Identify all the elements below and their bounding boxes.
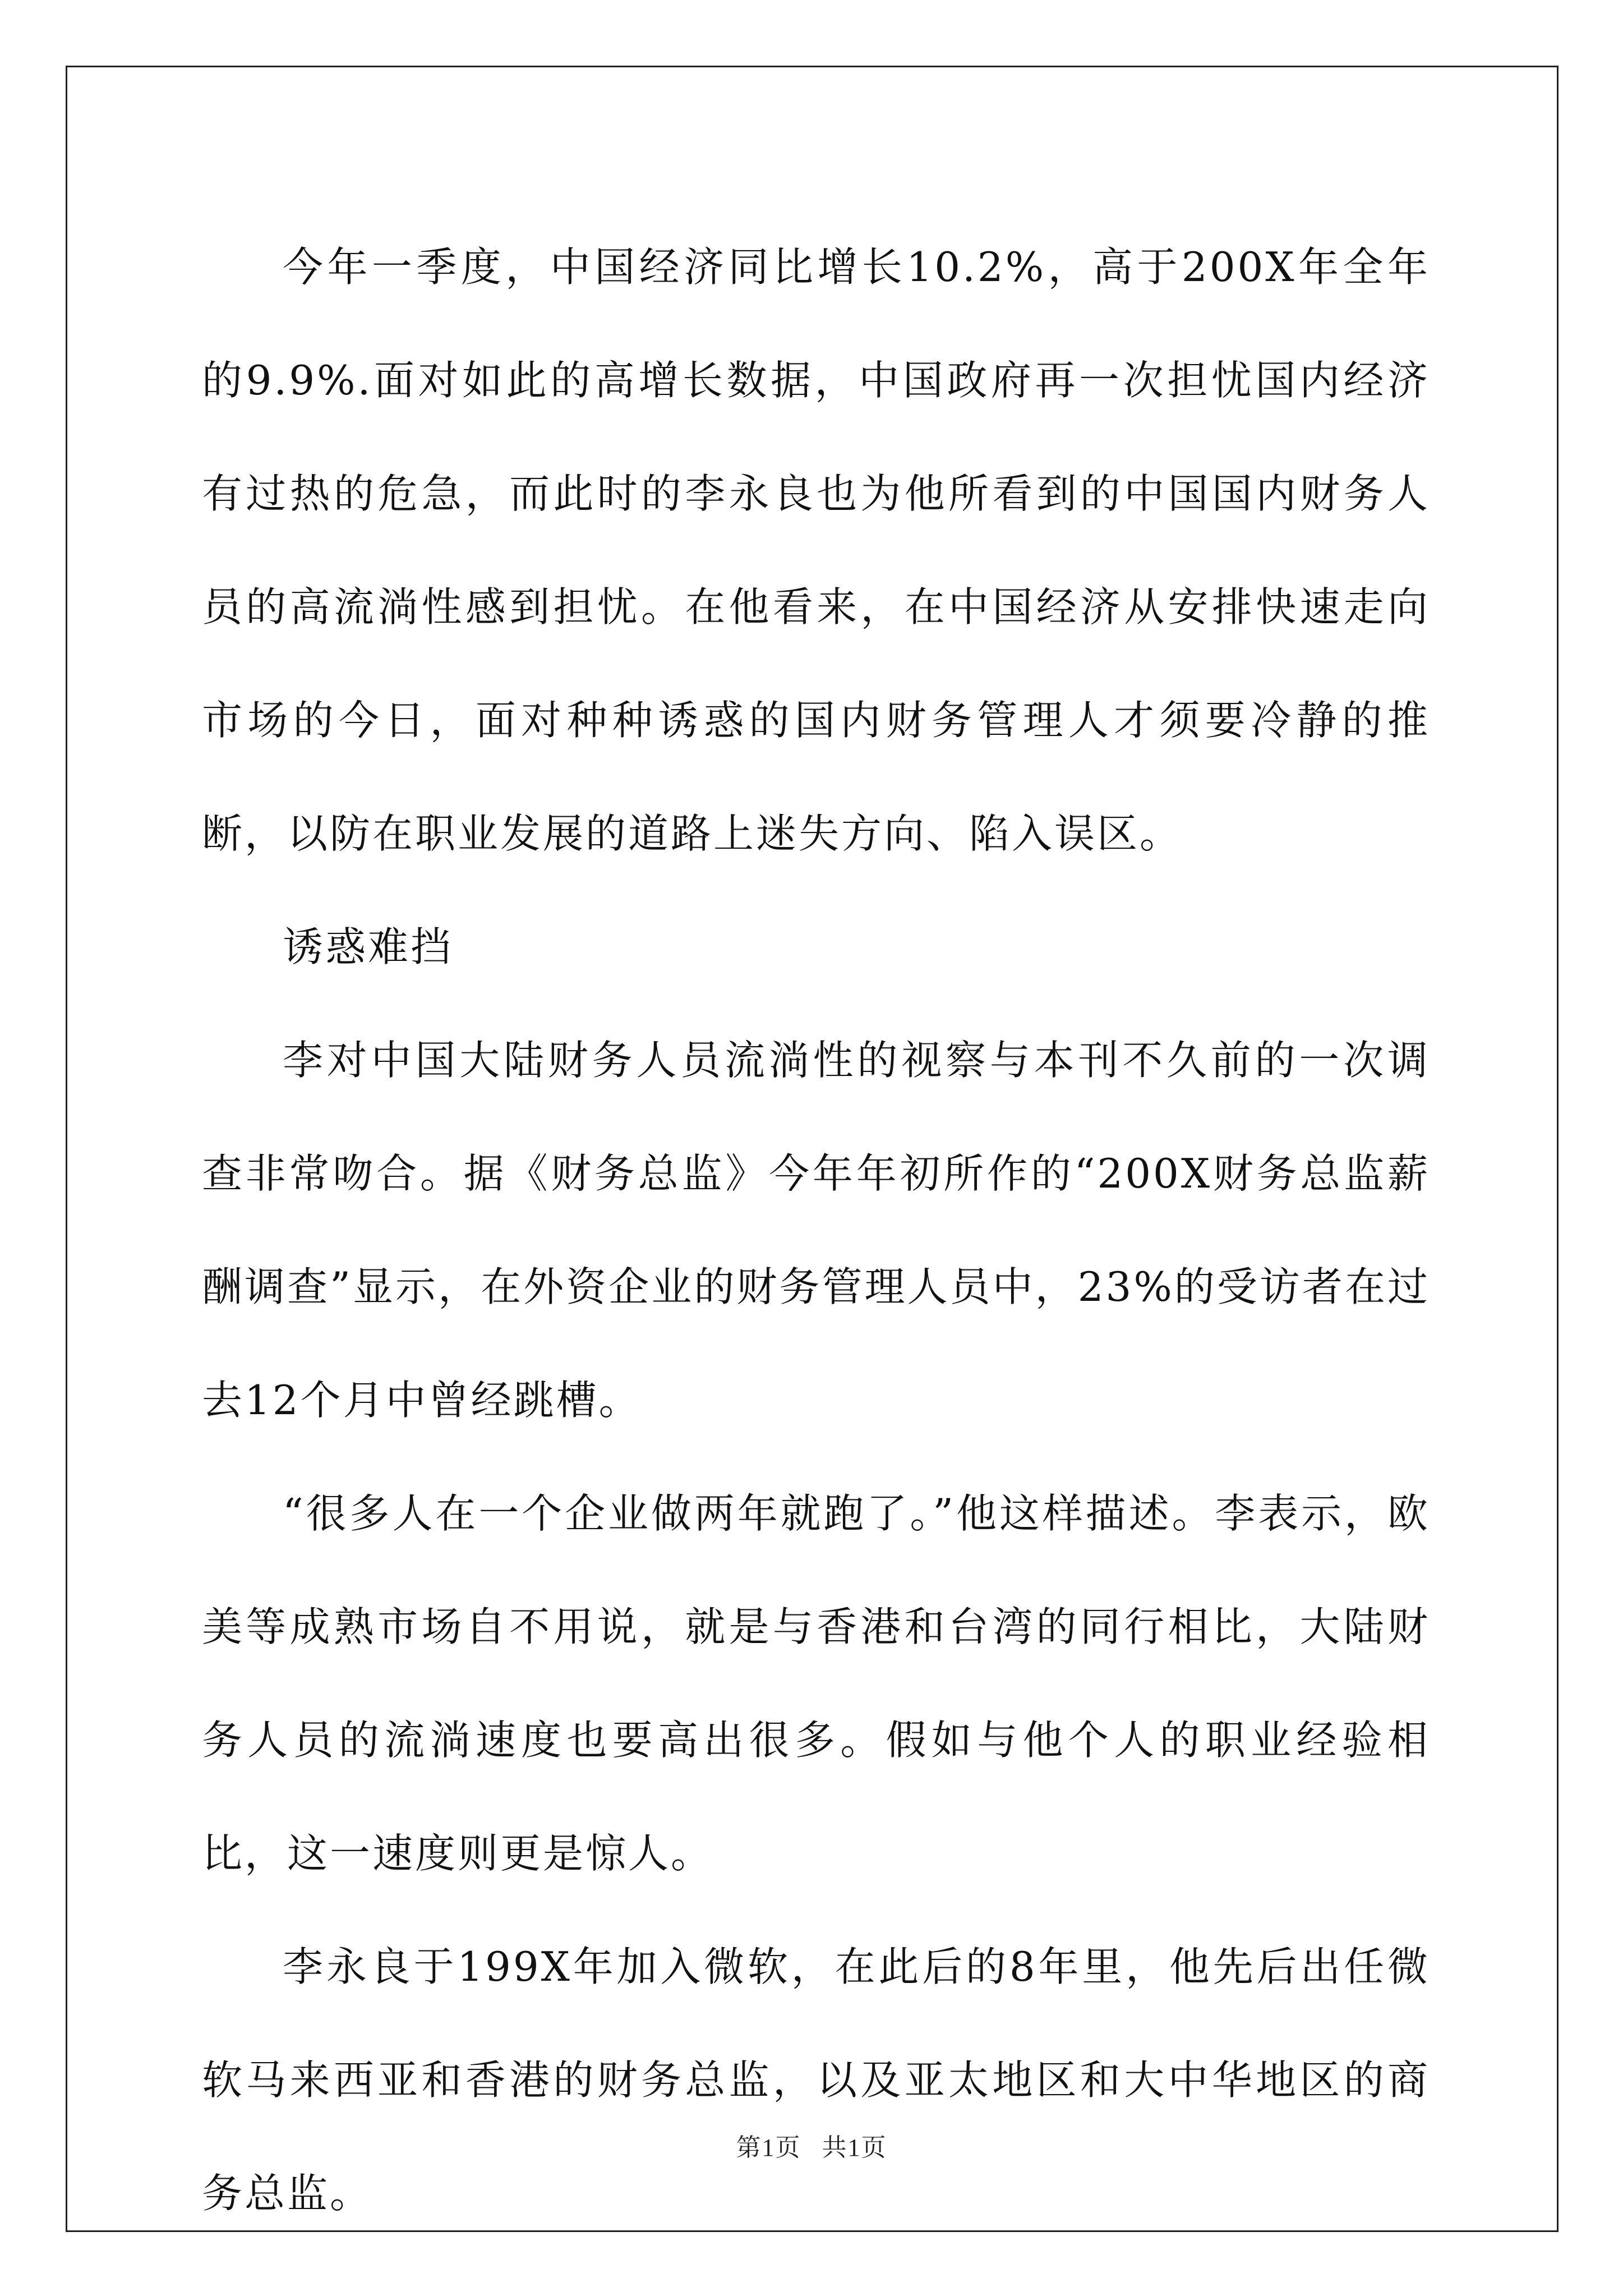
page-total: 共1页 bbox=[822, 2134, 887, 2161]
paragraph-survey: 李对中国大陆财务人员流淌性的视察与本刊不久前的一次调查非常吻合。据《财务总监》今年年初所作的“200X财务总监薪酬调查”显示，在外资企业的财务管理人员中，23%的受访者在过去12个月中曾经跳槽。 bbox=[202, 1037, 1430, 1424]
section-heading: 诱惑难挡 bbox=[283, 923, 454, 970]
document-body bbox=[202, 210, 1430, 2250]
paragraph-economy: 今年一季度，中国经济同比增长10.2%，高于200X年全年的9.9%.面对如此的高增长数据，中国政府再一次担忧国内经济有过热的危急，而此时的李永良也为他所看到的中国国内财务人员的高流淌性感到担忧。在他看来，在中国经济从安排快速走向市场的今日，面对种种诱惑的国内财务管理人才须要冷静的推断，以防在职业发展的道路上迷失方向、陷入误区。 bbox=[202, 243, 1430, 857]
page-footer bbox=[0, 2127, 1623, 2163]
paragraph-career: 李永良于199X年加入微软，在此后的8年里，他先后出任微软马来西亚和香港的财务总监，以及亚太地区和大中华地区的商务总监。 bbox=[202, 1943, 1430, 2217]
paragraph-turnover: “很多人在一个企业做两年就跑了。”他这样描述。李表示，欧美等成熟市场自不用说，就是与香港和台湾的同行相比，大陆财务人员的流淌速度也要高出很多。假如与他个人的职业经验相比，这一速度则更是惊人。 bbox=[202, 1490, 1430, 1877]
page-number: 第1页 bbox=[736, 2134, 801, 2161]
